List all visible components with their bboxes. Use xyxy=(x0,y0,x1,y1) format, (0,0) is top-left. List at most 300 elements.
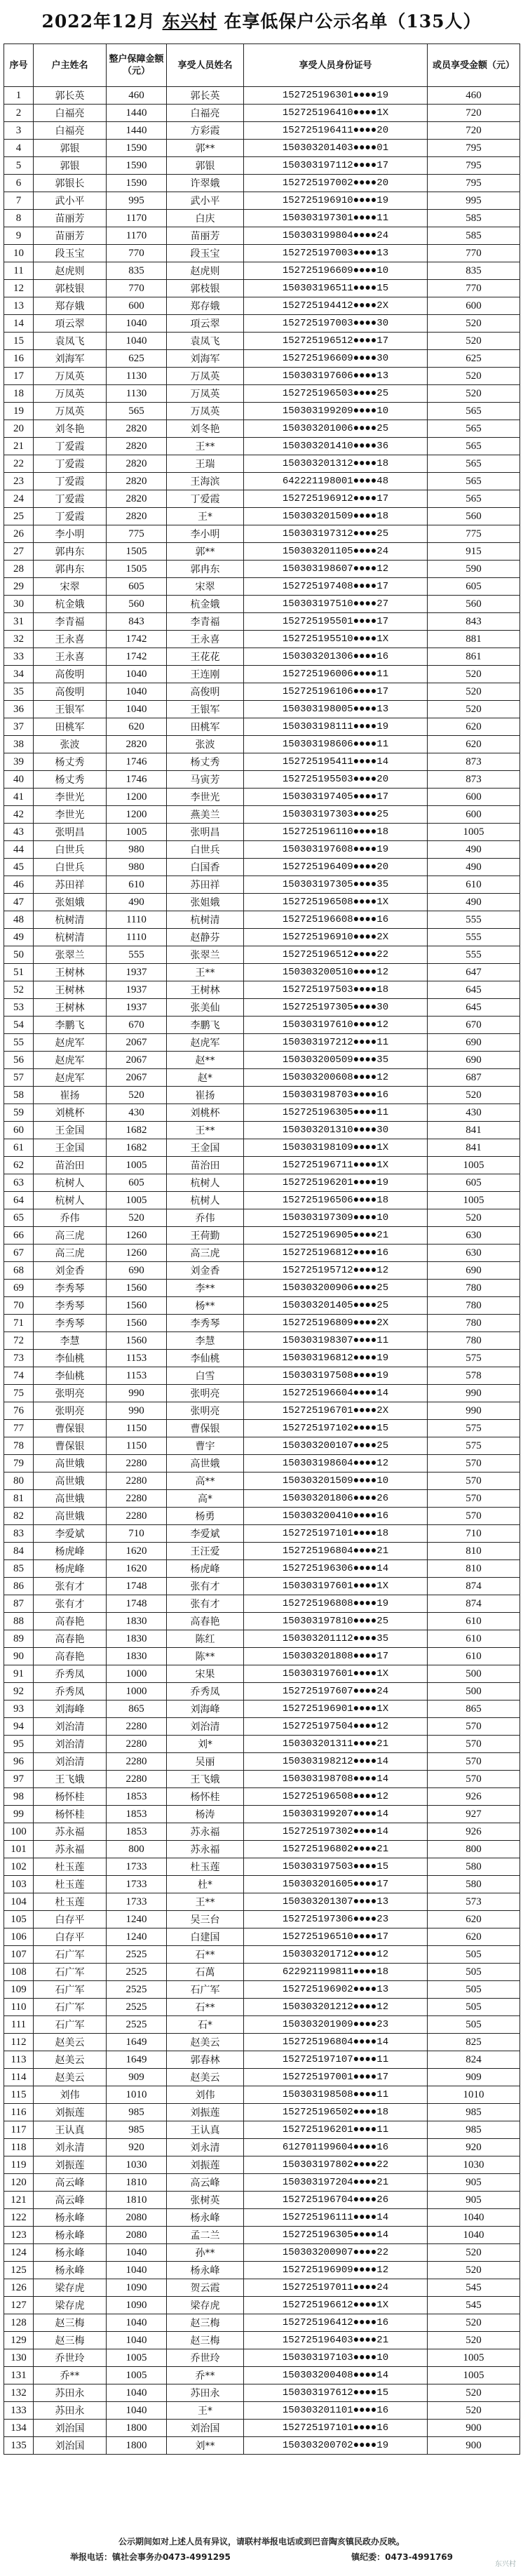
id-number: 150303198005●●●●13 xyxy=(244,701,428,718)
table-row xyxy=(4,1437,520,1455)
member-amount: 565 xyxy=(428,490,520,508)
household-amount: 460 xyxy=(107,87,167,105)
household-amount: 1937 xyxy=(107,999,167,1017)
row-index: 87 xyxy=(4,1595,34,1613)
id-number: 152725196804●●●●14 xyxy=(244,2034,428,2051)
member-amount: 620 xyxy=(428,718,520,736)
id-number: 150303200510●●●●12 xyxy=(244,964,428,981)
recipient-name: 乔秀凤 xyxy=(167,1683,244,1700)
table-row xyxy=(4,789,520,806)
household-amount: 800 xyxy=(107,1841,167,1858)
row-index: 115 xyxy=(4,2086,34,2104)
household-head: 万凤英 xyxy=(34,368,107,385)
member-amount: 600 xyxy=(428,297,520,315)
row-index: 44 xyxy=(4,841,34,859)
row-index: 84 xyxy=(4,1543,34,1560)
id-number: 152725196512●●●●17 xyxy=(244,333,428,350)
household-amount: 2820 xyxy=(107,490,167,508)
table-row xyxy=(4,1490,520,1508)
recipient-name: 王* xyxy=(167,508,244,525)
row-index: 63 xyxy=(4,1174,34,1192)
household-head: 郭冉东 xyxy=(34,561,107,578)
recipient-name: 李慧 xyxy=(167,1332,244,1350)
member-amount: 570 xyxy=(428,1508,520,1525)
recipient-name: 白建国 xyxy=(167,1928,244,1946)
notice-objection-text: 公示期间如对上述人员有异议，请联村举报电话或到巴音陶亥镇民政办反映。 xyxy=(118,2537,405,2547)
row-index: 67 xyxy=(4,1245,34,1262)
id-number: 150303201509●●●●10 xyxy=(244,1473,428,1490)
household-head: 苏田永 xyxy=(34,2384,107,2402)
table-row xyxy=(4,2016,520,2034)
household-amount: 2820 xyxy=(107,508,167,525)
household-head: 梁存虎 xyxy=(34,2279,107,2297)
member-amount: 505 xyxy=(428,1964,520,1981)
household-head: 高世娥 xyxy=(34,1455,107,1473)
household-amount: 1000 xyxy=(107,1683,167,1700)
row-index: 100 xyxy=(4,1823,34,1841)
household-head: 王树林 xyxy=(34,981,107,999)
member-amount: 927 xyxy=(428,1806,520,1823)
household-head: 李秀琴 xyxy=(34,1297,107,1315)
table-row xyxy=(4,946,520,964)
table-row xyxy=(4,2034,520,2051)
household-amount: 2280 xyxy=(107,1753,167,1771)
household-amount: 770 xyxy=(107,245,167,262)
id-number: 150303198607●●●●12 xyxy=(244,561,428,578)
table-row xyxy=(4,718,520,736)
household-head: 石广军 xyxy=(34,1946,107,1964)
household-amount: 2280 xyxy=(107,1490,167,1508)
table-row xyxy=(4,490,520,508)
member-amount: 841 xyxy=(428,1122,520,1139)
notice-report-phone: 举报电话：镇社会事务办0473-4991295 xyxy=(70,2552,231,2562)
recipient-name: 乔世玲 xyxy=(167,2349,244,2367)
table-row xyxy=(4,157,520,175)
row-index: 126 xyxy=(4,2279,34,2297)
recipient-name: 王** xyxy=(167,1122,244,1139)
row-index: 77 xyxy=(4,1420,34,1437)
id-number: 150303198708●●●●14 xyxy=(244,1771,428,1788)
household-head: 崔扬 xyxy=(34,1087,107,1104)
table-row xyxy=(4,701,520,718)
household-amount: 775 xyxy=(107,525,167,543)
member-amount: 990 xyxy=(428,1385,520,1402)
member-amount: 795 xyxy=(428,157,520,175)
recipient-name: 孙** xyxy=(167,2244,244,2262)
recipient-name: 赵虎则 xyxy=(167,262,244,280)
id-number: 152725196802●●●●21 xyxy=(244,1841,428,1858)
id-number: 150303199207●●●●14 xyxy=(244,1806,428,1823)
id-number: 152725197003●●●●13 xyxy=(244,245,428,262)
row-index: 113 xyxy=(4,2051,34,2069)
member-amount: 770 xyxy=(428,280,520,297)
table-row xyxy=(4,596,520,613)
id-number: 150303201410●●●●36 xyxy=(244,438,428,455)
household-head: 項云翠 xyxy=(34,315,107,333)
recipient-name: 杨永峰 xyxy=(167,2262,244,2279)
table-row xyxy=(4,631,520,648)
id-number: 152725195510●●●●1X xyxy=(244,631,428,648)
household-amount: 430 xyxy=(107,1104,167,1122)
recipient-name: 王荷勤 xyxy=(167,1227,244,1245)
row-index: 74 xyxy=(4,1367,34,1385)
household-head: 赵美云 xyxy=(34,2034,107,2051)
row-index: 35 xyxy=(4,683,34,701)
recipient-name: 石萬 xyxy=(167,1964,244,1981)
id-number: 150303201212●●●●12 xyxy=(244,1999,428,2016)
row-index: 99 xyxy=(4,1806,34,1823)
id-number: 612701199604●●●●16 xyxy=(244,2139,428,2156)
household-head: 刘治清 xyxy=(34,1718,107,1736)
household-amount: 995 xyxy=(107,192,167,210)
id-number: 152725196910●●●●2X xyxy=(244,929,428,946)
row-index: 49 xyxy=(4,929,34,946)
household-amount: 620 xyxy=(107,718,167,736)
household-head: 刘金香 xyxy=(34,1262,107,1280)
row-index: 3 xyxy=(4,122,34,140)
id-number: 150303198604●●●●12 xyxy=(244,1455,428,1473)
recipient-name: 陈红 xyxy=(167,1630,244,1648)
household-amount: 2280 xyxy=(107,1508,167,1525)
household-amount: 1937 xyxy=(107,981,167,999)
household-amount: 1748 xyxy=(107,1595,167,1613)
household-amount: 1505 xyxy=(107,561,167,578)
recipient-name: 刘** xyxy=(167,2437,244,2455)
household-amount: 1560 xyxy=(107,1297,167,1315)
household-head: 张明亮 xyxy=(34,1402,107,1420)
notice-footer xyxy=(0,2528,523,2576)
recipient-name: 郭** xyxy=(167,140,244,157)
household-head: 李青福 xyxy=(34,613,107,631)
row-index: 88 xyxy=(4,1613,34,1630)
id-number: 150303200608●●●●12 xyxy=(244,1069,428,1087)
row-index: 5 xyxy=(4,157,34,175)
row-index: 121 xyxy=(4,2192,34,2209)
row-index: 9 xyxy=(4,227,34,245)
recipient-name: 张翠兰 xyxy=(167,946,244,964)
row-index: 90 xyxy=(4,1648,34,1665)
member-amount: 690 xyxy=(428,1052,520,1069)
household-amount: 1110 xyxy=(107,929,167,946)
table-row xyxy=(4,420,520,438)
recipient-name: 赵* xyxy=(167,1069,244,1087)
recipient-name: 郭春林 xyxy=(167,2051,244,2069)
household-head: 郭银 xyxy=(34,140,107,157)
household-head: 张明昌 xyxy=(34,824,107,841)
table-row xyxy=(4,385,520,403)
id-number: 152725197504●●●●12 xyxy=(244,1718,428,1736)
recipient-name: 孟二兰 xyxy=(167,2227,244,2244)
recipient-name: 刘治国 xyxy=(167,2420,244,2437)
id-number: 152725196609●●●●10 xyxy=(244,262,428,280)
recipient-name: 郭长英 xyxy=(167,87,244,105)
member-amount: 560 xyxy=(428,596,520,613)
household-amount: 2820 xyxy=(107,473,167,490)
household-head: 杨虎峰 xyxy=(34,1543,107,1560)
id-number: 152725197302●●●●14 xyxy=(244,1823,428,1841)
row-index: 31 xyxy=(4,613,34,631)
id-number: 152725196508●●●●1X xyxy=(244,894,428,911)
member-amount: 585 xyxy=(428,227,520,245)
household-amount: 710 xyxy=(107,1525,167,1543)
recipient-name: 张美仙 xyxy=(167,999,244,1017)
row-index: 47 xyxy=(4,894,34,911)
household-amount: 1620 xyxy=(107,1560,167,1578)
row-index: 24 xyxy=(4,490,34,508)
household-amount: 1240 xyxy=(107,1928,167,1946)
member-amount: 720 xyxy=(428,122,520,140)
row-index: 61 xyxy=(4,1139,34,1157)
id-number: 150303201306●●●●16 xyxy=(244,648,428,666)
household-amount: 520 xyxy=(107,1209,167,1227)
id-number: 150303198307●●●●11 xyxy=(244,1332,428,1350)
row-index: 25 xyxy=(4,508,34,525)
table-row xyxy=(4,859,520,876)
id-number: 152725196608●●●●16 xyxy=(244,911,428,929)
id-number: 152725196502●●●●18 xyxy=(244,2104,428,2121)
row-index: 122 xyxy=(4,2209,34,2227)
household-head: 宋翠 xyxy=(34,578,107,596)
table-row xyxy=(4,210,520,227)
member-amount: 555 xyxy=(428,946,520,964)
recipient-name: 田桃军 xyxy=(167,718,244,736)
id-number: 150303201605●●●●17 xyxy=(244,1876,428,1893)
household-head: 石广军 xyxy=(34,1999,107,2016)
recipient-name: 方彩霞 xyxy=(167,122,244,140)
row-index: 12 xyxy=(4,280,34,297)
row-index: 26 xyxy=(4,525,34,543)
table-row xyxy=(4,2384,520,2402)
table-row xyxy=(4,2069,520,2086)
id-number: 150303197305●●●●35 xyxy=(244,876,428,894)
recipient-name: 苏田祥 xyxy=(167,876,244,894)
table-row xyxy=(4,1613,520,1630)
table-row xyxy=(4,1192,520,1209)
row-index: 98 xyxy=(4,1788,34,1806)
member-amount: 610 xyxy=(428,1613,520,1630)
recipient-name: 王* xyxy=(167,2402,244,2420)
household-amount: 1040 xyxy=(107,683,167,701)
recipient-name: 杨** xyxy=(167,1297,244,1315)
recipient-name: 刘金香 xyxy=(167,1262,244,1280)
household-head: 张姐娥 xyxy=(34,894,107,911)
table-row xyxy=(4,1718,520,1736)
row-index: 70 xyxy=(4,1297,34,1315)
member-amount: 555 xyxy=(428,911,520,929)
table-row xyxy=(4,1788,520,1806)
row-index: 11 xyxy=(4,262,34,280)
table-row xyxy=(4,350,520,368)
row-index: 114 xyxy=(4,2069,34,2086)
member-amount: 800 xyxy=(428,1841,520,1858)
household-amount: 770 xyxy=(107,280,167,297)
row-index: 52 xyxy=(4,981,34,999)
household-head: 万凤英 xyxy=(34,403,107,420)
table-row xyxy=(4,1595,520,1613)
table-row xyxy=(4,280,520,297)
table-row xyxy=(4,87,520,105)
id-number: 150303201310●●●●30 xyxy=(244,1122,428,1139)
member-amount: 810 xyxy=(428,1543,520,1560)
household-amount: 1682 xyxy=(107,1139,167,1157)
household-amount: 1200 xyxy=(107,806,167,824)
recipient-name: 乔伟 xyxy=(167,1209,244,1227)
table-row xyxy=(4,245,520,262)
row-index: 95 xyxy=(4,1736,34,1753)
member-amount: 520 xyxy=(428,368,520,385)
id-number: 152725196410●●●●1X xyxy=(244,105,428,122)
row-index: 46 xyxy=(4,876,34,894)
household-head: 李秀琴 xyxy=(34,1280,107,1297)
recipient-name: 王** xyxy=(167,438,244,455)
id-number: 152725197003●●●●30 xyxy=(244,315,428,333)
header-recipient-name: 享受人员姓名 xyxy=(167,44,244,87)
table-row xyxy=(4,1069,520,1087)
household-head: 高春艳 xyxy=(34,1630,107,1648)
member-amount: 500 xyxy=(428,1683,520,1700)
household-head: 杨丈秀 xyxy=(34,753,107,771)
id-number: 150303200907●●●●22 xyxy=(244,2244,428,2262)
id-number: 152725196411●●●●20 xyxy=(244,122,428,140)
household-head: 杭金娥 xyxy=(34,596,107,613)
recipient-name: 苗丽芳 xyxy=(167,227,244,245)
id-number: 150303201101●●●●16 xyxy=(244,2402,428,2420)
table-row xyxy=(4,1700,520,1718)
household-amount: 2280 xyxy=(107,1455,167,1473)
recipient-name: 张明亮 xyxy=(167,1402,244,1420)
table-row xyxy=(4,1174,520,1192)
household-head: 白福亮 xyxy=(34,105,107,122)
member-amount: 580 xyxy=(428,1858,520,1876)
recipient-name: 袁凤飞 xyxy=(167,333,244,350)
household-head: 苗丽芳 xyxy=(34,210,107,227)
household-amount: 1005 xyxy=(107,2367,167,2384)
household-amount: 1742 xyxy=(107,631,167,648)
id-number: 642221198001●●●●48 xyxy=(244,473,428,490)
recipient-name: 李秀琴 xyxy=(167,1315,244,1332)
household-head: 郭冉东 xyxy=(34,543,107,561)
row-index: 102 xyxy=(4,1858,34,1876)
member-amount: 1040 xyxy=(428,2209,520,2227)
row-index: 93 xyxy=(4,1700,34,1718)
table-row xyxy=(4,1139,520,1157)
row-index: 10 xyxy=(4,245,34,262)
recipient-name: 赵虎军 xyxy=(167,1034,244,1052)
household-amount: 2820 xyxy=(107,455,167,473)
title-suffix: 在享低保户公示名单（135人） xyxy=(224,11,482,32)
member-amount: 926 xyxy=(428,1788,520,1806)
table-row xyxy=(4,368,520,385)
household-amount: 1733 xyxy=(107,1893,167,1911)
table-body xyxy=(4,87,520,2455)
row-index: 41 xyxy=(4,789,34,806)
id-number: 152725194412●●●●2X xyxy=(244,297,428,315)
id-number: 150303197510●●●●27 xyxy=(244,596,428,613)
recipient-name: 李仙桃 xyxy=(167,1350,244,1367)
row-index: 28 xyxy=(4,561,34,578)
member-amount: 873 xyxy=(428,771,520,789)
member-amount: 1005 xyxy=(428,2367,520,2384)
household-head: 丁爱霞 xyxy=(34,490,107,508)
recipient-name: 王** xyxy=(167,964,244,981)
household-head: 杜玉莲 xyxy=(34,1876,107,1893)
table-row xyxy=(4,1104,520,1122)
table-row xyxy=(4,1560,520,1578)
household-amount: 1830 xyxy=(107,1648,167,1665)
id-number: 150303201312●●●●18 xyxy=(244,455,428,473)
member-amount: 520 xyxy=(428,666,520,683)
row-index: 89 xyxy=(4,1630,34,1648)
household-amount: 555 xyxy=(107,946,167,964)
household-amount: 985 xyxy=(107,2104,167,2121)
table-row xyxy=(4,333,520,350)
recipient-name: 段玉宝 xyxy=(167,245,244,262)
member-amount: 505 xyxy=(428,1999,520,2016)
member-amount: 861 xyxy=(428,648,520,666)
row-index: 45 xyxy=(4,859,34,876)
member-amount: 610 xyxy=(428,876,520,894)
table-row xyxy=(4,1823,520,1841)
table-row xyxy=(4,1841,520,1858)
household-amount: 835 xyxy=(107,262,167,280)
table-row xyxy=(4,1297,520,1315)
row-index: 101 xyxy=(4,1841,34,1858)
member-amount: 520 xyxy=(428,701,520,718)
id-number: 150303201307●●●●13 xyxy=(244,1893,428,1911)
member-amount: 575 xyxy=(428,1437,520,1455)
household-head: 赵三梅 xyxy=(34,2314,107,2332)
household-amount: 2525 xyxy=(107,1964,167,1981)
household-head: 李秀琴 xyxy=(34,1315,107,1332)
household-head: 白世兵 xyxy=(34,841,107,859)
table-row xyxy=(4,981,520,999)
table-row xyxy=(4,1122,520,1139)
recipient-name: 高三虎 xyxy=(167,1245,244,1262)
recipient-name: 陈** xyxy=(167,1648,244,1665)
member-amount: 881 xyxy=(428,631,520,648)
table-row xyxy=(4,753,520,771)
row-index: 55 xyxy=(4,1034,34,1052)
id-number: 150303196812●●●●19 xyxy=(244,1350,428,1367)
member-amount: 505 xyxy=(428,1981,520,1999)
household-amount: 1733 xyxy=(107,1876,167,1893)
household-amount: 1170 xyxy=(107,210,167,227)
household-amount: 2067 xyxy=(107,1034,167,1052)
recipient-name: 杨丈秀 xyxy=(167,753,244,771)
household-head: 杨怀桂 xyxy=(34,1806,107,1823)
row-index: 15 xyxy=(4,333,34,350)
household-head: 赵虎则 xyxy=(34,262,107,280)
id-number: 150303200107●●●●25 xyxy=(244,1437,428,1455)
id-number: 150303201403●●●●01 xyxy=(244,140,428,157)
id-number: 150303197608●●●●19 xyxy=(244,841,428,859)
table-row xyxy=(4,525,520,543)
id-number: 150303197301●●●●11 xyxy=(244,210,428,227)
table-row xyxy=(4,1806,520,1823)
table-row xyxy=(4,2192,520,2209)
household-amount: 980 xyxy=(107,841,167,859)
member-amount: 873 xyxy=(428,753,520,771)
household-head: 李小明 xyxy=(34,525,107,543)
household-head: 李世光 xyxy=(34,789,107,806)
title-prefix: 2022年12月 xyxy=(41,11,156,32)
member-amount: 926 xyxy=(428,1823,520,1841)
recipient-name: 白庆 xyxy=(167,210,244,227)
household-amount: 670 xyxy=(107,1017,167,1034)
recipient-name: 张明昌 xyxy=(167,824,244,841)
household-amount: 2525 xyxy=(107,1981,167,1999)
table-row xyxy=(4,1034,520,1052)
